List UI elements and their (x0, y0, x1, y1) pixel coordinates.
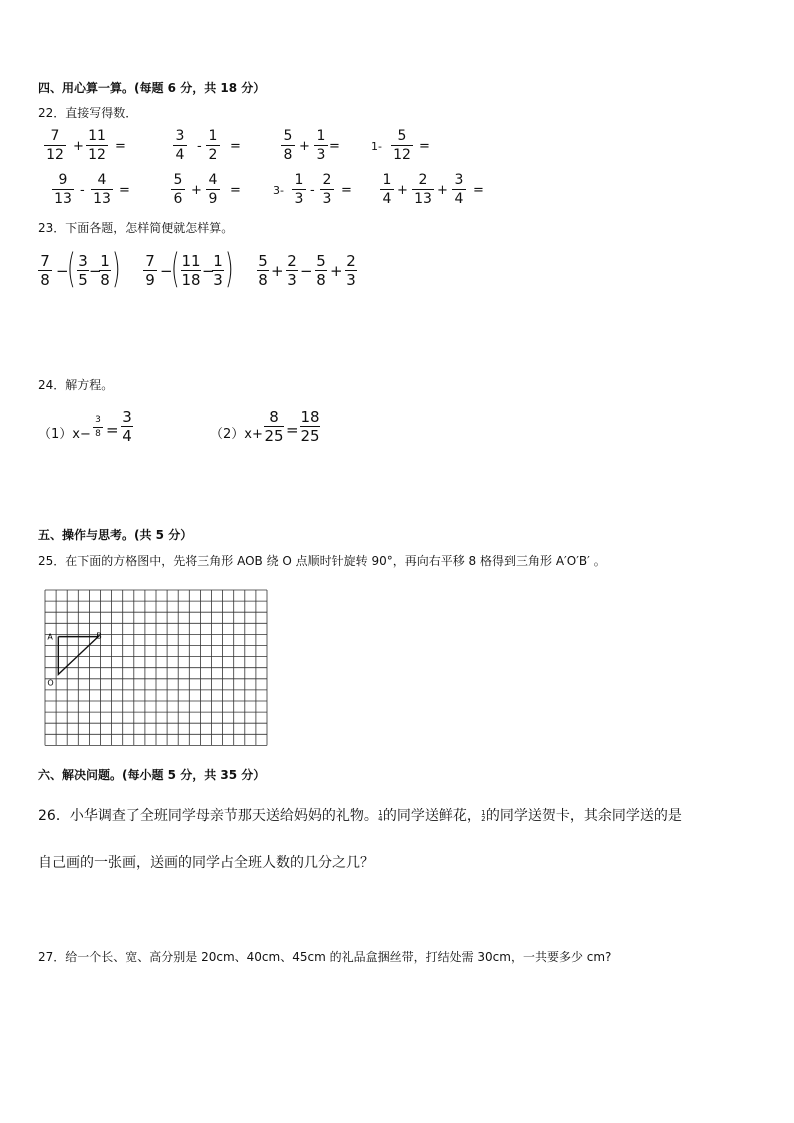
fraction: 1 8 (100, 252, 110, 289)
fraction: 1 2 (206, 128, 220, 163)
fraction: 7 12 (44, 128, 66, 163)
fraction: 1 3 (314, 128, 328, 163)
fraction: 1 4 (380, 172, 394, 207)
fraction: 3 4 (452, 172, 466, 207)
operator: − (202, 262, 215, 280)
prefix: 1- (371, 140, 382, 153)
fraction: 11 18 (181, 252, 201, 289)
operator: + (299, 139, 310, 154)
q26-text: 26．小华调查了全班同学母亲节那天送给妈妈的礼物。 (38, 808, 378, 824)
equals-sign: = (419, 139, 430, 154)
prefix: 3- (273, 184, 284, 197)
equals-sign: = (473, 183, 484, 198)
operator: + (191, 183, 202, 198)
right-paren-icon: ) (112, 246, 121, 292)
fraction: 5 8 (258, 252, 268, 289)
inline-fraction: 1 4 (378, 809, 383, 823)
operator: − (89, 262, 102, 280)
fraction: 4 13 (91, 172, 113, 207)
q26-text: 的同学送鲜花， (382, 808, 481, 824)
operator: + (73, 139, 84, 154)
equals-sign: = (115, 139, 126, 154)
operator: − (56, 262, 69, 280)
section-5-title: 五、操作与思考。(共 5 分） (38, 528, 193, 542)
operator: + (437, 183, 448, 198)
question-26-line-1 (38, 805, 682, 825)
equals-sign: = (341, 183, 352, 198)
fraction: 5 6 (171, 172, 185, 207)
operator: - (310, 183, 315, 198)
question-22-label: 22．直接写得数． (38, 106, 138, 120)
fraction: 1 3 (292, 172, 306, 207)
fraction: 3 4 (173, 128, 187, 163)
fraction: 1 3 (213, 252, 223, 289)
question-24-label: 24．解方程。 (38, 378, 114, 392)
equation-prefix: （2）x+ (210, 427, 263, 442)
operator: − (300, 262, 313, 280)
point-a-label: A (47, 632, 53, 642)
section-6-title: 六、解决问题。(每小题 5 分，共 35 分） (38, 768, 266, 782)
left-paren-icon: ( (67, 246, 76, 292)
equals-sign: = (230, 139, 241, 154)
fraction: 7 8 (38, 253, 52, 288)
point-o-label: O (47, 678, 54, 688)
fraction: 5 8 (281, 128, 295, 163)
operator: - (80, 183, 85, 198)
question-25-label: 25．在下面的方格图中，先将三角形 AOB 绕 O 点顺时针旋转 90°，再向右平移 8 格得到三角形 A′O′B′ 。 (38, 554, 606, 568)
left-paren-icon: ( (171, 246, 180, 292)
fraction: 9 13 (52, 172, 74, 207)
question-23-label: 23．下面各题，怎样简便就怎样算。 (38, 221, 234, 235)
fraction: 5 8 (316, 252, 326, 289)
fraction: 3 4 (122, 408, 132, 445)
right-paren-icon: ) (225, 246, 234, 292)
fraction: 2 3 (287, 252, 297, 289)
equals-sign: = (106, 421, 119, 439)
operator: - (197, 139, 202, 154)
operator: + (397, 183, 408, 198)
fraction: 2 13 (412, 172, 434, 207)
equals-sign: = (119, 183, 130, 198)
grid-diagram (44, 589, 270, 747)
equals-sign: = (329, 139, 340, 154)
fraction: 7 9 (143, 253, 157, 288)
question-26-line-2: 自己画的一张画，送画的同学占全班人数的几分之几？ (38, 855, 374, 871)
fraction: 4 9 (206, 172, 220, 207)
fraction: 18 25 (300, 408, 320, 445)
operator: + (271, 262, 284, 280)
question-27-label: 27．给一个长、宽、高分别是 20cm、40cm、45cm 的礼品盒捆丝带，打结处需 30cm，一共要多少 cm? (38, 950, 612, 964)
inline-fraction: 1 2 (481, 809, 486, 823)
small-fraction: 3 8 (93, 417, 103, 438)
fraction: 2 3 (320, 172, 334, 207)
section-4-title: 四、用心算一算。(每题 6 分，共 18 分） (38, 81, 266, 95)
equals-sign: = (230, 183, 241, 198)
fraction: 3 5 (78, 252, 88, 289)
fraction: 2 3 (346, 252, 356, 289)
equals-sign: = (286, 421, 299, 439)
equation-prefix: （1）x− (38, 427, 91, 442)
operator: − (160, 262, 173, 280)
q26-text: 的同学送贺卡，其余同学送的是 (485, 808, 682, 824)
point-b-label: B (96, 631, 102, 641)
fraction: 5 12 (391, 128, 413, 163)
operator: + (330, 262, 343, 280)
fraction: 11 12 (86, 128, 108, 163)
fraction: 8 25 (264, 408, 284, 445)
